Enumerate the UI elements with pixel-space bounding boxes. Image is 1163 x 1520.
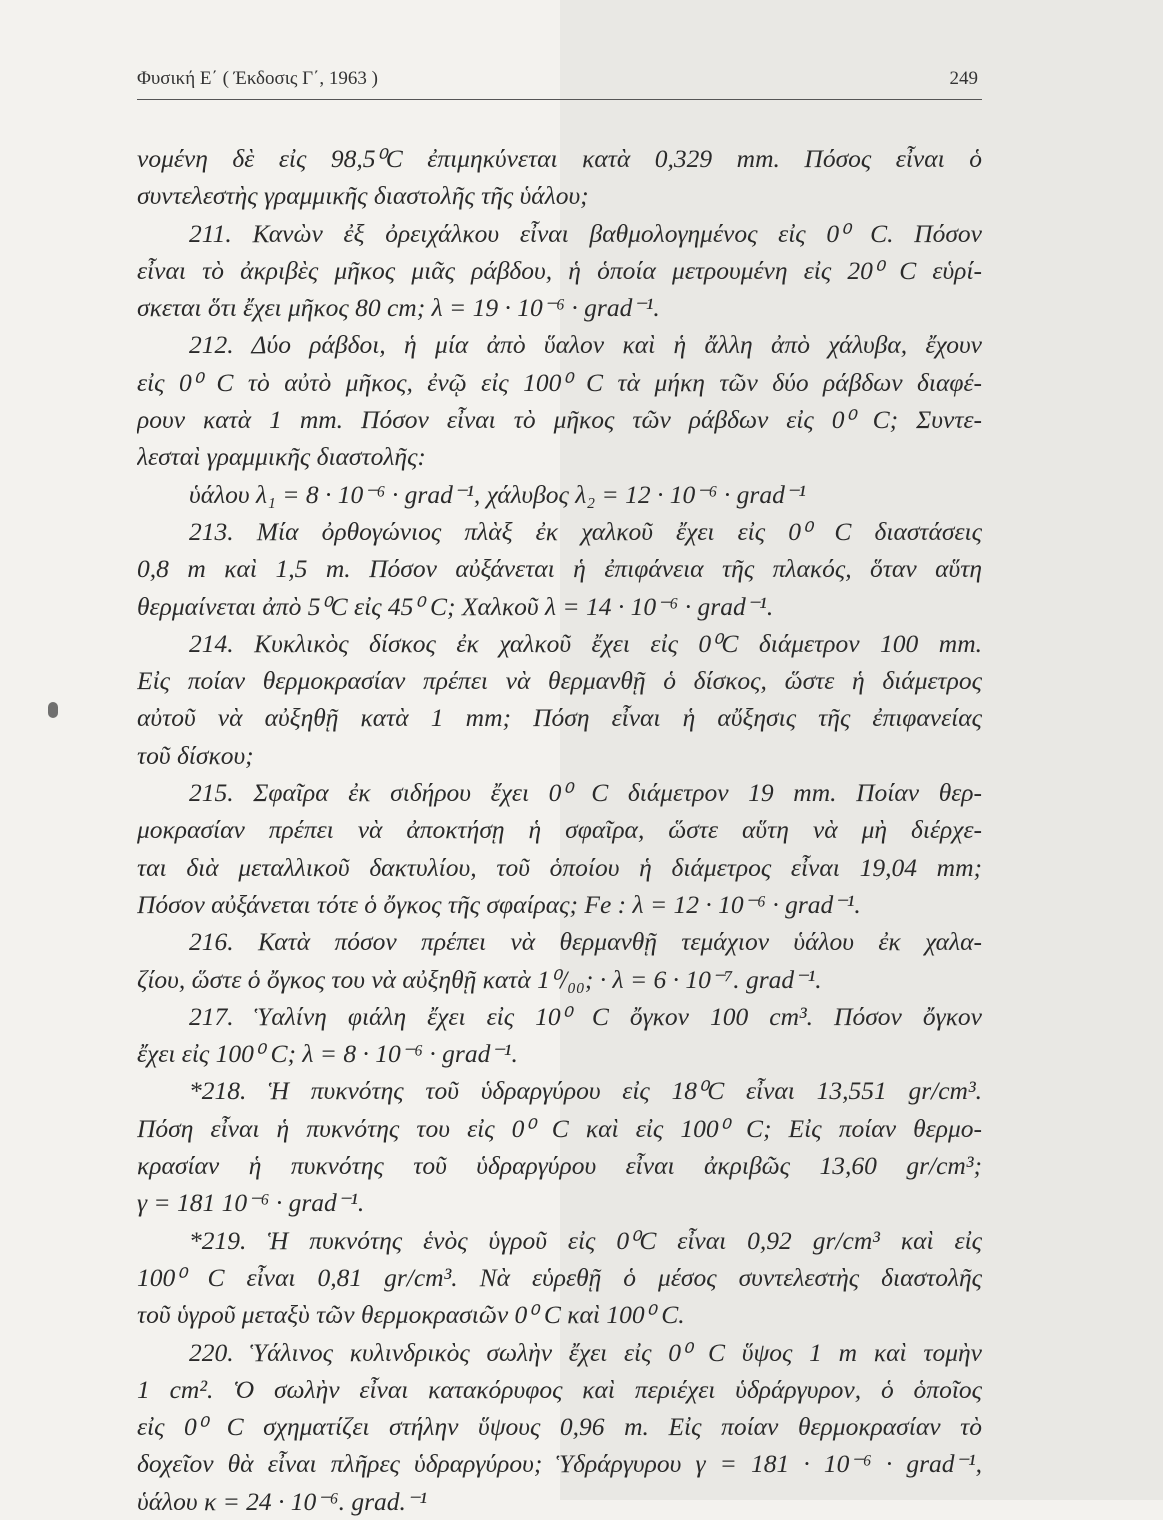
text-line: 215. Σφαῖρα ἐκ σιδήρου ἔχει 0⁰ C διάμετρον 19 mm. Ποίαν θερ- (189, 778, 982, 808)
text-line: γ = 181 10⁻⁶ · grad⁻¹. (137, 1188, 365, 1218)
ink-smudge (48, 702, 58, 718)
text-line: αὐτοῦ νὰ αὐξηθῇ κατὰ 1 mm; Πόση εἶναι ἡ αὔξησις τῆς ἐπιφανείας (137, 703, 982, 733)
text-line: 211. Κανὼν ἐξ ὀρειχάλκου εἶναι βαθμολογημένος εἰς 0⁰ C. Πόσον (189, 218, 982, 248)
text-line: κρασίαν ἡ πυκνότης τοῦ ὑδραργύρου εἶναι ἀκριβῶς 13,60 gr/cm³; (137, 1151, 982, 1181)
text-line: 1 cm². Ὁ σωλὴν εἶναι κατακόρυφος καὶ περιέχει ὑδράργυρον, ὁ ὁποῖος (137, 1374, 982, 1404)
header-rule (137, 99, 982, 100)
text-line: 214. Κυκλικὸς δίσκος ἐκ χαλκοῦ ἔχει εἰς 0⁰C διάμετρον 100 mm. (189, 628, 982, 658)
text-line: σκεται ὅτι ἔχει μῆκος 80 cm; λ = 19 · 10⁻⁶ · grad⁻¹. (137, 293, 660, 323)
text-line: *218. Ἡ πυκνότης τοῦ ὑδραργύρου εἰς 18⁰C εἶναι 13,551 gr/cm³. (189, 1076, 982, 1106)
text-line: ὑάλου κ = 24 · 10⁻⁶. grad.⁻¹ (137, 1486, 428, 1516)
text-line: συντελεστὴς γραμμικῆς διαστολῆς τῆς ὑάλου; (137, 181, 589, 211)
text-line: δοχεῖον θὰ εἶναι πλῆρες ὑδραργύρου; Ὑδράργυρου γ = 181 · 10⁻⁶ · grad⁻¹, (137, 1449, 982, 1479)
text-line: 213. Μία ὀρθογώνιος πλὰξ ἐκ χαλκοῦ ἔχει εἰς 0⁰ C διαστάσεις (189, 516, 982, 546)
text-line: νομένη δὲ εἰς 98,5⁰C ἐπιμηκύνεται κατὰ 0,329 mm. Πόσος εἶναι ὁ (137, 144, 982, 173)
text-line: 100⁰ C εἶναι 0,81 gr/cm³. Νὰ εὑρεθῇ ὁ μέσος συντελεστὴς διαστολῆς (137, 1262, 982, 1292)
running-title: Φυσική Ε΄ ( Έκδοσις Γ΄, 1963 ) (137, 68, 378, 89)
text-line: 0,8 m καὶ 1,5 m. Πόσον αὐξάνεται ἡ ἐπιφάνεια τῆς πλακός, ὅταν αὕτη (137, 554, 982, 584)
text-line: ζίου, ὥστε ὁ ὄγκος του νὰ αὐξηθῇ κατὰ 1⁰/₀₀; · λ = 6 · 10⁻⁷. grad⁻¹. (137, 964, 822, 994)
text-line: ρουν κατὰ 1 mm. Πόσον εἶναι τὸ μῆκος τῶν ράβδων εἰς 0⁰ C; Συντε- (137, 405, 982, 435)
running-header (137, 62, 982, 96)
text-line: μοκρασίαν πρέπει νὰ ἀποκτήσῃ ἡ σφαῖρα, ὥστε αὕτη νὰ μὴ διέρχε- (137, 815, 982, 845)
text-line: ὑάλου λ₁ = 8 · 10⁻⁶ · grad⁻¹, χάλυβος λ₂ = 12 · 10⁻⁶ · grad⁻¹ (189, 479, 806, 509)
text-line: 217. Ὑαλίνη φιάλη ἔχει εἰς 10⁰ C ὄγκον 100 cm³. Πόσον ὄγκον (189, 1001, 982, 1031)
text-line: εἶναι τὸ ἀκριβὲς μῆκος μιᾶς ράβδου, ἡ ὁποία μετρουμένη εἰς 20⁰ C εὑρί- (137, 255, 982, 285)
text-line: εἰς 0⁰ C τὸ αὐτὸ μῆκος, ἐνῷ εἰς 100⁰ C τὰ μήκη τῶν δύο ράβδων διαφέ- (137, 367, 982, 397)
text-line: 216. Κατὰ πόσον πρέπει νὰ θερμανθῇ τεμάχιον ὑάλου ἐκ χαλα- (189, 927, 982, 957)
text-line: θερμαίνεται ἀπὸ 5⁰C εἰς 45⁰ C; Χαλκοῦ λ = 14 · 10⁻⁶ · grad⁻¹. (137, 591, 774, 621)
page-number: 249 (949, 68, 978, 89)
text-line: λεσταὶ γραμμικῆς διαστολῆς: (137, 442, 426, 472)
text-line: 212. Δύο ράβδοι, ἡ μία ἀπὸ ὕαλον καὶ ἡ ἄλλη ἀπὸ χάλυβα, ἔχουν (189, 330, 982, 360)
text-line: Πόση εἶναι ἡ πυκνότης του εἰς 0⁰ C καὶ εἰς 100⁰ C; Εἰς ποίαν θερμο- (137, 1113, 982, 1143)
text-line: εἰς 0⁰ C σχηματίζει στήλην ὕψους 0,96 m. Εἰς ποίαν θερμοκρασίαν τὸ (137, 1412, 982, 1442)
text-line: ται διὰ μεταλλικοῦ δακτυλίου, τοῦ ὁποίου ἡ διάμετρος εἶναι 19,04 mm; (137, 852, 982, 882)
text-line: Εἰς ποίαν θερμοκρασίαν πρέπει νὰ θερμανθῇ ὁ δίσκος, ὥστε ἡ διάμετρος (137, 666, 982, 696)
text-line: ἔχει εἰς 100⁰ C; λ = 8 · 10⁻⁶ · grad⁻¹. (137, 1039, 518, 1069)
problem-text (137, 140, 982, 1520)
text-line: 220. Ὑάλινος κυλινδρικὸς σωλὴν ἔχει εἰς 0⁰ C ὕψος 1 m καὶ τομὴν (189, 1337, 982, 1367)
text-line: *219. Ἡ πυκνότης ἑνὸς ὑγροῦ εἰς 0⁰C εἶναι 0,92 gr/cm³ καὶ εἰς (189, 1225, 982, 1255)
text-line: τοῦ δίσκου; (137, 740, 254, 770)
text-line: τοῦ ὑγροῦ μεταξὺ τῶν θερμοκρασιῶν 0⁰ C καὶ 100⁰ C. (137, 1300, 685, 1330)
text-line: Πόσον αὐξάνεται τότε ὁ ὄγκος τῆς σφαίρας; Fe : λ = 12 · 10⁻⁶ · grad⁻¹. (137, 889, 861, 919)
